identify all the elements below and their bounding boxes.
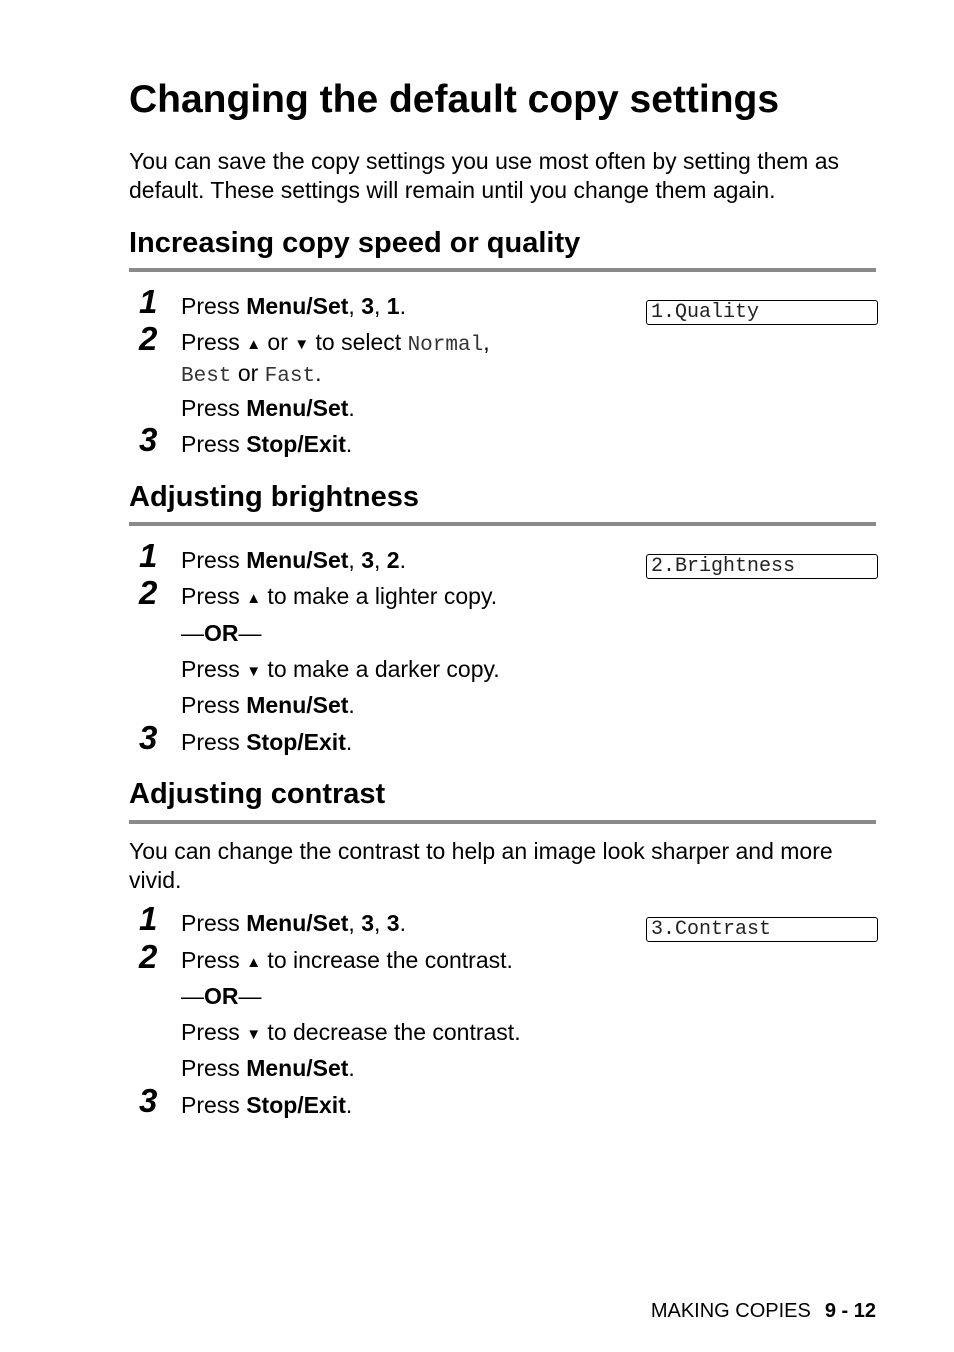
heading-quality: Increasing copy speed or quality bbox=[129, 227, 581, 259]
down-arrow-icon: ▼ bbox=[294, 336, 310, 353]
up-arrow-icon: ▲ bbox=[246, 954, 262, 971]
step-text: Press Stop/Exit. bbox=[181, 431, 353, 457]
step-text: Press Stop/Exit. bbox=[181, 1092, 353, 1118]
section-divider bbox=[129, 268, 876, 272]
step-text: Press ▲ to increase the contrast. bbox=[181, 947, 513, 973]
step-text: Press Menu/Set. bbox=[181, 692, 355, 718]
step-number: 2 bbox=[139, 574, 158, 611]
lcd-contrast: 3.Contrast bbox=[646, 917, 878, 942]
lcd-quality: 1.Quality bbox=[646, 300, 878, 325]
step-number: 1 bbox=[139, 537, 158, 574]
step-number: 1 bbox=[139, 283, 158, 320]
lcd-brightness: 2.Brightness bbox=[646, 554, 878, 579]
intro-paragraph: You can save the copy settings you use most often by setting them as default. These settings will remain until you change them again. bbox=[129, 148, 840, 203]
up-arrow-icon: ▲ bbox=[246, 590, 262, 607]
contrast-intro: You can change the contrast to help an image look sharper and more vivid. bbox=[129, 838, 833, 893]
step-text: Press ▲ to make a lighter copy. bbox=[181, 583, 498, 609]
step-text: Press ▼ to make a darker copy. bbox=[181, 656, 500, 682]
heading-contrast: Adjusting contrast bbox=[129, 778, 386, 810]
step-number: 3 bbox=[139, 719, 158, 756]
step-number: 3 bbox=[139, 421, 158, 458]
step-text: Press ▼ to decrease the contrast. bbox=[181, 1019, 521, 1045]
step-text: Press Menu/Set, 3, 2. bbox=[181, 547, 406, 573]
page-footer bbox=[651, 1300, 876, 1323]
step-text: Press Stop/Exit. bbox=[181, 729, 353, 755]
down-arrow-icon: ▼ bbox=[246, 1026, 262, 1043]
step-number: 3 bbox=[139, 1082, 158, 1119]
step-text: Press Menu/Set, 3, 3. bbox=[181, 910, 406, 936]
heading-brightness: Adjusting brightness bbox=[129, 481, 419, 513]
step-text: Press Menu/Set. bbox=[181, 395, 355, 421]
step-text: Press ▲ or ▼ to select Normal, bbox=[181, 329, 490, 357]
footer-section: MAKING COPIES bbox=[650, 1300, 811, 1322]
step-text: Press Menu/Set. bbox=[181, 1055, 355, 1081]
up-arrow-icon: ▲ bbox=[246, 336, 262, 353]
down-arrow-icon: ▼ bbox=[246, 663, 262, 680]
or-separator: —OR— bbox=[181, 620, 262, 646]
page-number: 9 - 12 bbox=[824, 1300, 876, 1322]
step-number: 1 bbox=[139, 900, 158, 937]
step-number: 2 bbox=[139, 320, 158, 357]
step-number: 2 bbox=[139, 938, 158, 975]
or-separator: —OR— bbox=[181, 983, 262, 1009]
section-divider bbox=[129, 820, 876, 824]
step-text: Best or Fast. bbox=[181, 360, 322, 388]
section-divider bbox=[129, 522, 876, 526]
step-text: Press Menu/Set, 3, 1. bbox=[181, 293, 406, 319]
page-title: Changing the default copy settings bbox=[129, 78, 780, 121]
